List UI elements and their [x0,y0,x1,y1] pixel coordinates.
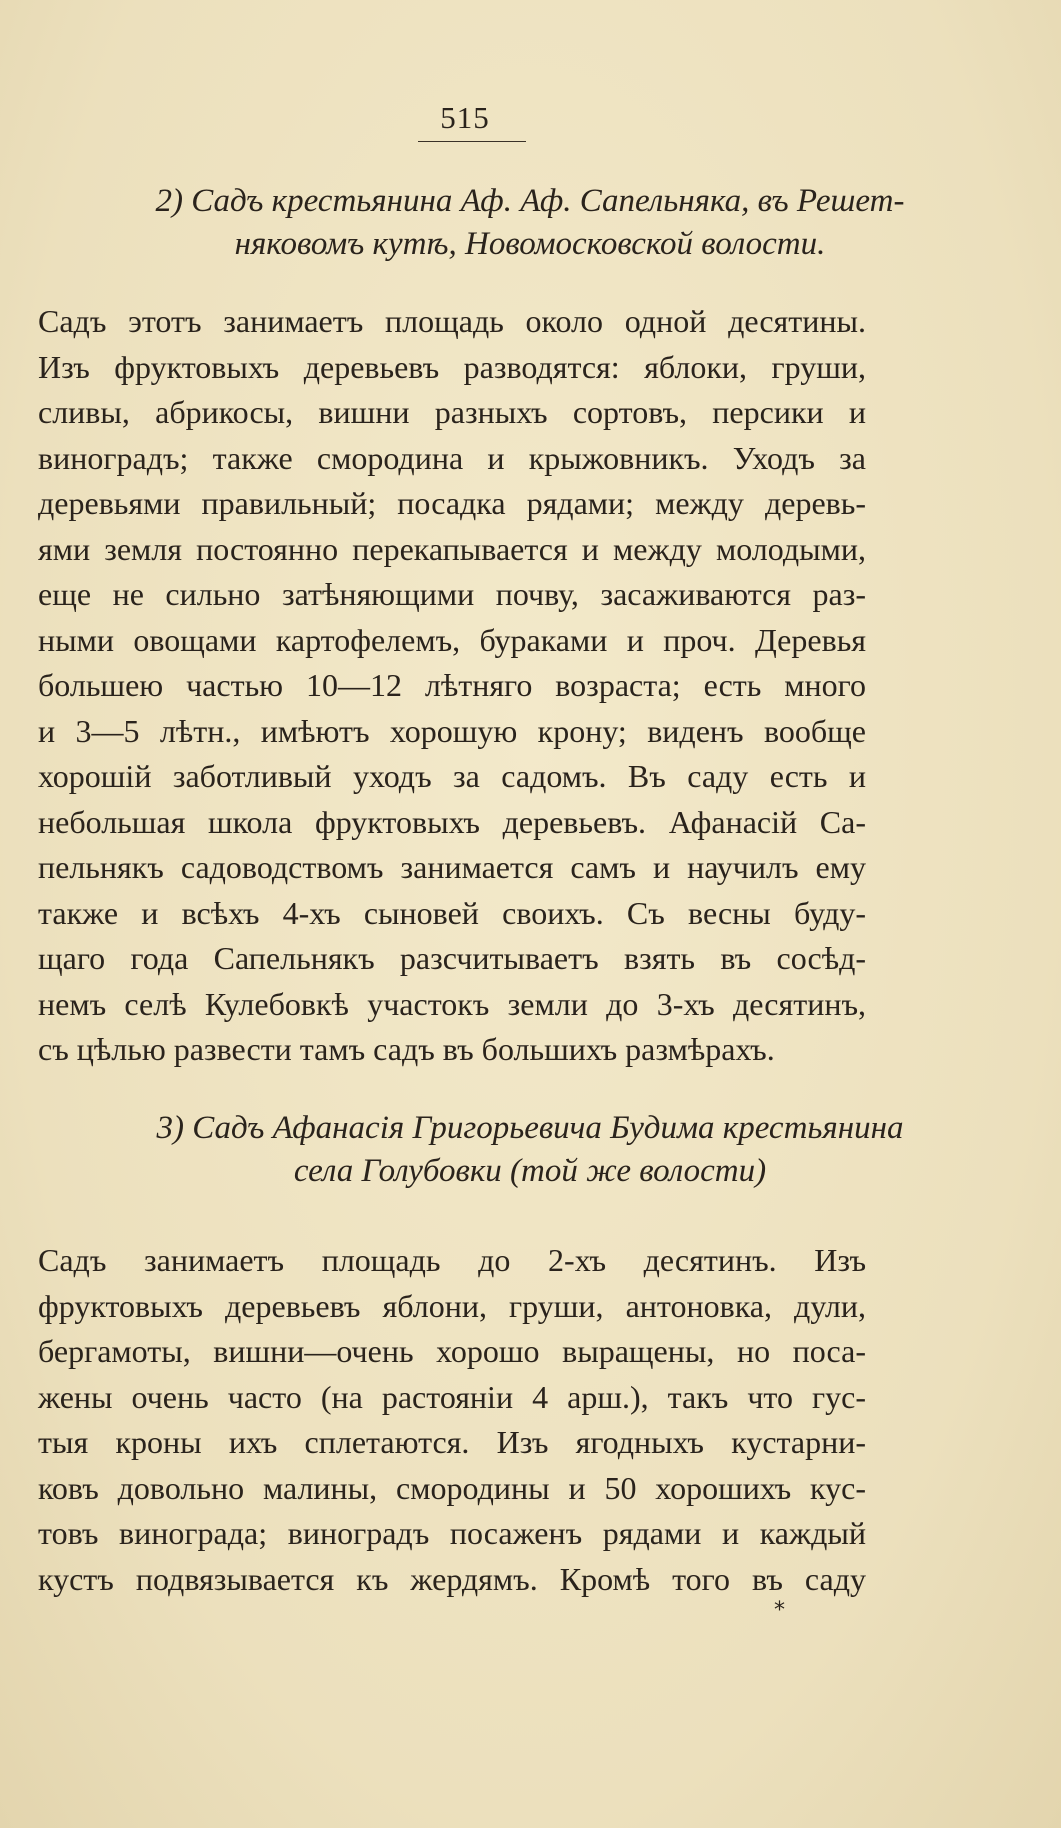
section-3-heading [30,1107,1030,1193]
text-line: Садъ этотъ занимаетъ площадь около одной десятины. [38,303,866,339]
text-line: виноградъ; также смородина и крыжовникъ. Уходъ за [38,439,866,476]
text-line: товъ винограда; виноградъ посаженъ рядами и каждый [38,1515,866,1551]
text-line: еще не сильно затѣняющими почву, засаживаются раз- [38,576,866,612]
text-line: также и всѣхъ 4-хъ сыновей своихъ. Съ весны буду- [38,894,866,931]
heading-line: 2) Садъ крестьянина Аф. Аф. Сапельняка, въ Решет- [155,183,905,219]
heading-line: 3) Садъ Афанасія Григорьевича Будима крестьянина [156,1110,904,1146]
signature-mark: * [774,1598,785,1623]
text-line: фруктовыхъ деревьевъ яблони, груши, антоновка, дули, [38,1287,866,1324]
section-3-paragraph [38,1238,866,1602]
text-line: тыя кроны ихъ сплетаются. Изъ ягодныхъ кустарни- [38,1424,866,1460]
text-line: большею частью 10—12 лѣтняго возраста; есть много [38,667,866,703]
text-line: ковъ довольно малины, смородины и 50 хорошихъ кус- [38,1469,866,1506]
text-line: и 3—5 лѣтн., имѣютъ хорошую крону; виденъ вообще [38,712,866,749]
section-2-paragraph [38,299,866,1073]
header-rule [418,141,526,142]
text-line: ными овощами картофелемъ, бураками и проч. Деревья [38,621,866,658]
text-line: немъ селѣ Кулебовкѣ участокъ земли до 3-хъ десятинъ, [38,985,866,1022]
text-line: кустъ подвязывается къ жердямъ. Кромѣ того въ саду [38,1560,866,1597]
text-line: Садъ занимаетъ площадь до 2-хъ десятинъ. Изъ [38,1242,866,1278]
text-line: небольшая школа фруктовыхъ деревьевъ. Афанасій Са- [38,803,866,840]
text-line: хорошій заботливый уходъ за садомъ. Въ саду есть и [38,758,866,794]
text-line: ями земля постоянно перекапывается и между молодыми, [38,530,866,567]
text-line: пельнякъ садоводствомъ занимается самъ и научилъ ему [38,849,866,885]
heading-line: няковомъ кутѣ, Новомосковской волости. [234,226,826,262]
heading-line: села Голубовки (той же волости) [293,1153,767,1189]
text-line: щаго года Сапельнякъ разсчитываетъ взять въ сосѣд- [38,940,866,976]
text-line: жены очень часто (на растояніи 4 арш.), такъ что гус- [38,1378,866,1415]
text-line: бергамоты, вишни—очень хорошо выращены, но поса- [38,1333,866,1369]
text-line: съ цѣлью развести тамъ садъ въ большихъ размѣрахъ. [38,1031,775,1067]
section-2-heading [30,180,1030,266]
text-line: сливы, абрикосы, вишни разныхъ сортовъ, персики и [38,394,866,430]
text-line: деревьями правильный; посадка рядами; между деревь- [38,485,866,521]
text-line: Изъ фруктовыхъ деревьевъ разводятся: яблоки, груши, [38,348,866,385]
page-number: 515 [440,100,490,135]
